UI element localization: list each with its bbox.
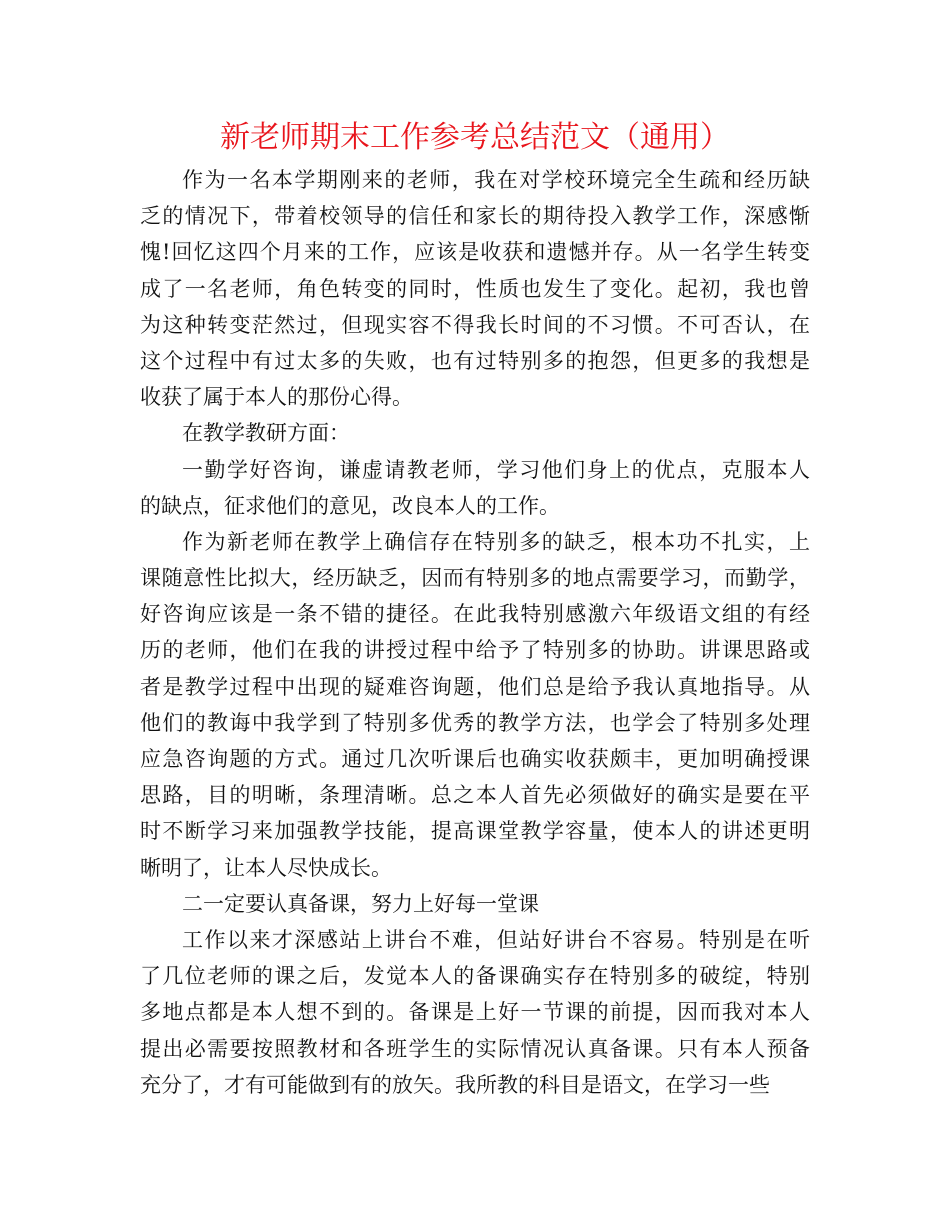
paragraph-6-line: 了几位老师的课之后，发觉本人的备课确实存在特别多的破绽，特别	[140, 964, 810, 989]
paragraph-4-line: 者是教学过程中出现的疑难咨询题，他们总是给予我认真地指导。从	[140, 674, 810, 699]
paragraph-4-line: 好咨询应该是一条不错的捷径。在此我特别感激六年级语文组的有经	[140, 602, 810, 627]
paragraph-3-line: 一勤学好咨询，谦虚请教老师，学习他们身上的优点，克服本人	[182, 457, 810, 482]
paragraph-6-line: 工作以来才深感站上讲台不难，但站好讲台不容易。特别是在听	[182, 927, 810, 952]
paragraph-4-line: 历的老师，他们在我的讲授过程中给予了特别多的协助。讲课思路或	[140, 638, 810, 663]
paragraph-2-line: 在教学教研方面：	[182, 421, 350, 446]
paragraph-1-line: 作为一名本学期刚来的老师，我在对学校环境完全生疏和经历缺	[182, 168, 810, 192]
paragraph-4-line: 思路，目的明晰，条理清晰。总之本人首先必须做好的确实是要在平	[140, 783, 810, 808]
paragraph-1-line: 愧!回忆这四个月来的工作，应该是收获和遗憾并存。从一名学生转变	[140, 240, 810, 265]
paragraph-4-line: 时不断学习来加强教学技能，提高课堂教学容量，使本人的讲述更明	[140, 819, 810, 844]
paragraph-5-line: 二一定要认真备课，努力上好每一堂课	[182, 891, 539, 916]
document-body	[140, 162, 810, 1103]
paragraph-4-line: 课随意性比拟大，经历缺乏，因而有特别多的地点需要学习，而勤学，	[140, 566, 810, 591]
paragraph-6-line: 提出必需要按照教材和各班学生的实际情况认真备课。只有本人预备	[140, 1036, 810, 1061]
paragraph-1-line: 成了一名老师，角色转变的同时，性质也发生了变化。起初，我也曾	[140, 276, 810, 301]
document-title: 新老师期末工作参考总结范文（通用）	[220, 120, 730, 155]
paragraph-4-line: 应急咨询题的方式。通过几次听课后也确实收获颇丰，更加明确授课	[140, 747, 810, 771]
paragraph-3-line: 的缺点，征求他们的意见，改良本人的工作。	[140, 493, 560, 518]
paragraph-1-line: 这个过程中有过太多的失败，也有过特别多的抱怨，但更多的我想是	[140, 348, 810, 373]
paragraph-1-line: 乏的情况下，带着校领导的信任和家长的期待投入教学工作，深感惭	[140, 204, 810, 229]
paragraph-4-line: 晰明了，让本人尽快成长。	[140, 855, 392, 880]
paragraph-1-line: 收获了属于本人的那份心得。	[140, 385, 413, 410]
paragraph-1-line: 为这种转变茫然过，但现实容不得我长时间的不习惯。不可否认，在	[140, 312, 810, 337]
paragraph-4-line: 作为新老师在教学上确信存在特别多的缺乏，根本功不扎实，上	[182, 529, 810, 554]
paragraph-4-line: 他们的教诲中我学到了特别多优秀的教学方法，也学会了特别多处理	[140, 710, 810, 735]
paragraph-6-line: 充分了，才有可能做到有的放矢。我所教的科目是语文，在学习一些	[140, 1072, 770, 1097]
paragraph-6-line: 多地点都是本人想不到的。备课是上好一节课的前提，因而我对本人	[140, 1000, 810, 1025]
